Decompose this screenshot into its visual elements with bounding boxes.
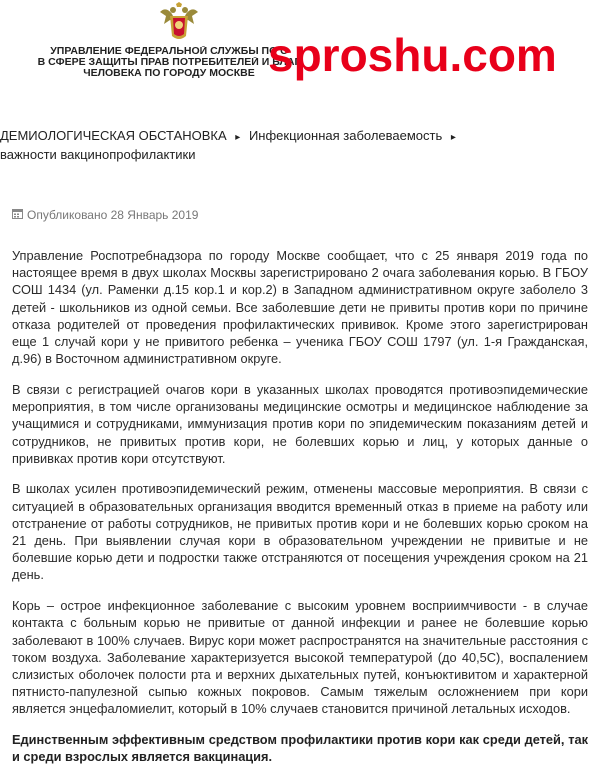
breadcrumb — [0, 127, 600, 163]
chevron-right-icon: ▸ — [235, 132, 241, 143]
watermark-text: sproshu.com — [268, 29, 557, 81]
publish-meta — [12, 208, 198, 222]
org-line: В СФЕРЕ ЗАЩИТЫ ПРАВ ПОТРЕБИТЕЛЕЙ И БЛАГ — [37, 57, 301, 68]
article-body — [12, 247, 588, 765]
emblem-icon — [156, 2, 202, 44]
article-conclusion: Единственным эффективным средством профилактики против кори как среди детей, так и среди взрослых является вакцинация. — [12, 732, 588, 765]
article-paragraph: В связи с регистрацией очагов кори в указанных школах проводятся противоэпидемические мероприятия, в том числе организованы медицинские осмотры и медицинское наблюдение за учащимися и сотрудниками, иммунизация против кори по эпидемическим показаниям детей и сотрудников, не привитых против кори, не болевших корью и лиц, у которых данные о прививках против кори отсутствуют. — [12, 381, 588, 466]
organization-name[interactable] — [34, 46, 304, 79]
breadcrumb-item-epidemiology[interactable]: ДЕМИОЛОГИЧЕСКАЯ ОБСТАНОВКА — [0, 128, 227, 143]
site-header — [0, 0, 600, 100]
breadcrumb-item-infectious[interactable]: Инфекционная заболеваемость — [248, 128, 443, 143]
article-paragraph: Корь – острое инфекционное заболевание с высоким уровнем восприимчивости - в случае контакта с больным корью не привитые от данной инфекции и ранее не болевшие корью заболевают в 100% случаев. Вирус кори может распространятся на значительные расстояния с током воздуха. Заболевание характеризуется высокой температурой (до 40,5С), воспалением слизистых оболочек полости рта и верхних дыхательных путей, конъюктивитом и характерной пятнисто-папулезной сыпью кожных покровов. Самым тяжелым осложнением при кори является энцефаломиелит, который в 10% случаев становится причиной летальных исходов. — [12, 598, 588, 717]
calendar-icon — [12, 208, 23, 222]
chevron-right-icon: ▸ — [450, 132, 456, 143]
org-line: УПРАВЛЕНИЕ ФЕДЕРАЛЬНОЙ СЛУЖБЫ ПО С — [50, 46, 288, 57]
publish-date: Опубликовано 28 Январь 2019 — [27, 208, 199, 222]
org-line: ЧЕЛОВЕКА ПО ГОРОДУ МОСКВЕ — [83, 68, 255, 79]
article-paragraph: Управление Роспотребнадзора по городу Москве сообщает, что с 25 января 2019 года по настоящее время в двух школах Москвы зарегистрировано 2 очага заболевания корью. В ГБОУ СОШ 1434 (ул. Раменки д.15 кор.1 и кор.2) в Западном административном округе заболело 3 детей - школьников из одной семьи. Все заболевшие дети не привиты против кори по причине отказа родителей от проведения профилактических прививок. Кроме этого зарегистрирован еще 1 случай кори у не привитого ребенка – ученика ГБОУ СОШ 1797 (ул. 1-я Гражданская, д.96) в Восточном административном округе. — [12, 248, 588, 367]
breadcrumb-item-current: важности вакцинопрофилактики — [0, 147, 196, 162]
article-paragraph: В школах усилен противоэпидемический режим, отменены массовые мероприятия. В связи с ситуацией в образовательных организация вводится временный отказ в приеме на работу или отстранение от работы сотрудников, не привитых против кори и не болевших корью сроком на 21 день. При выявлении случая кори в образовательном учреждении не привитые и не болевшие корью дети и подростки также отстраняются от посещения учреждения сроком на 21 день. — [12, 481, 588, 583]
